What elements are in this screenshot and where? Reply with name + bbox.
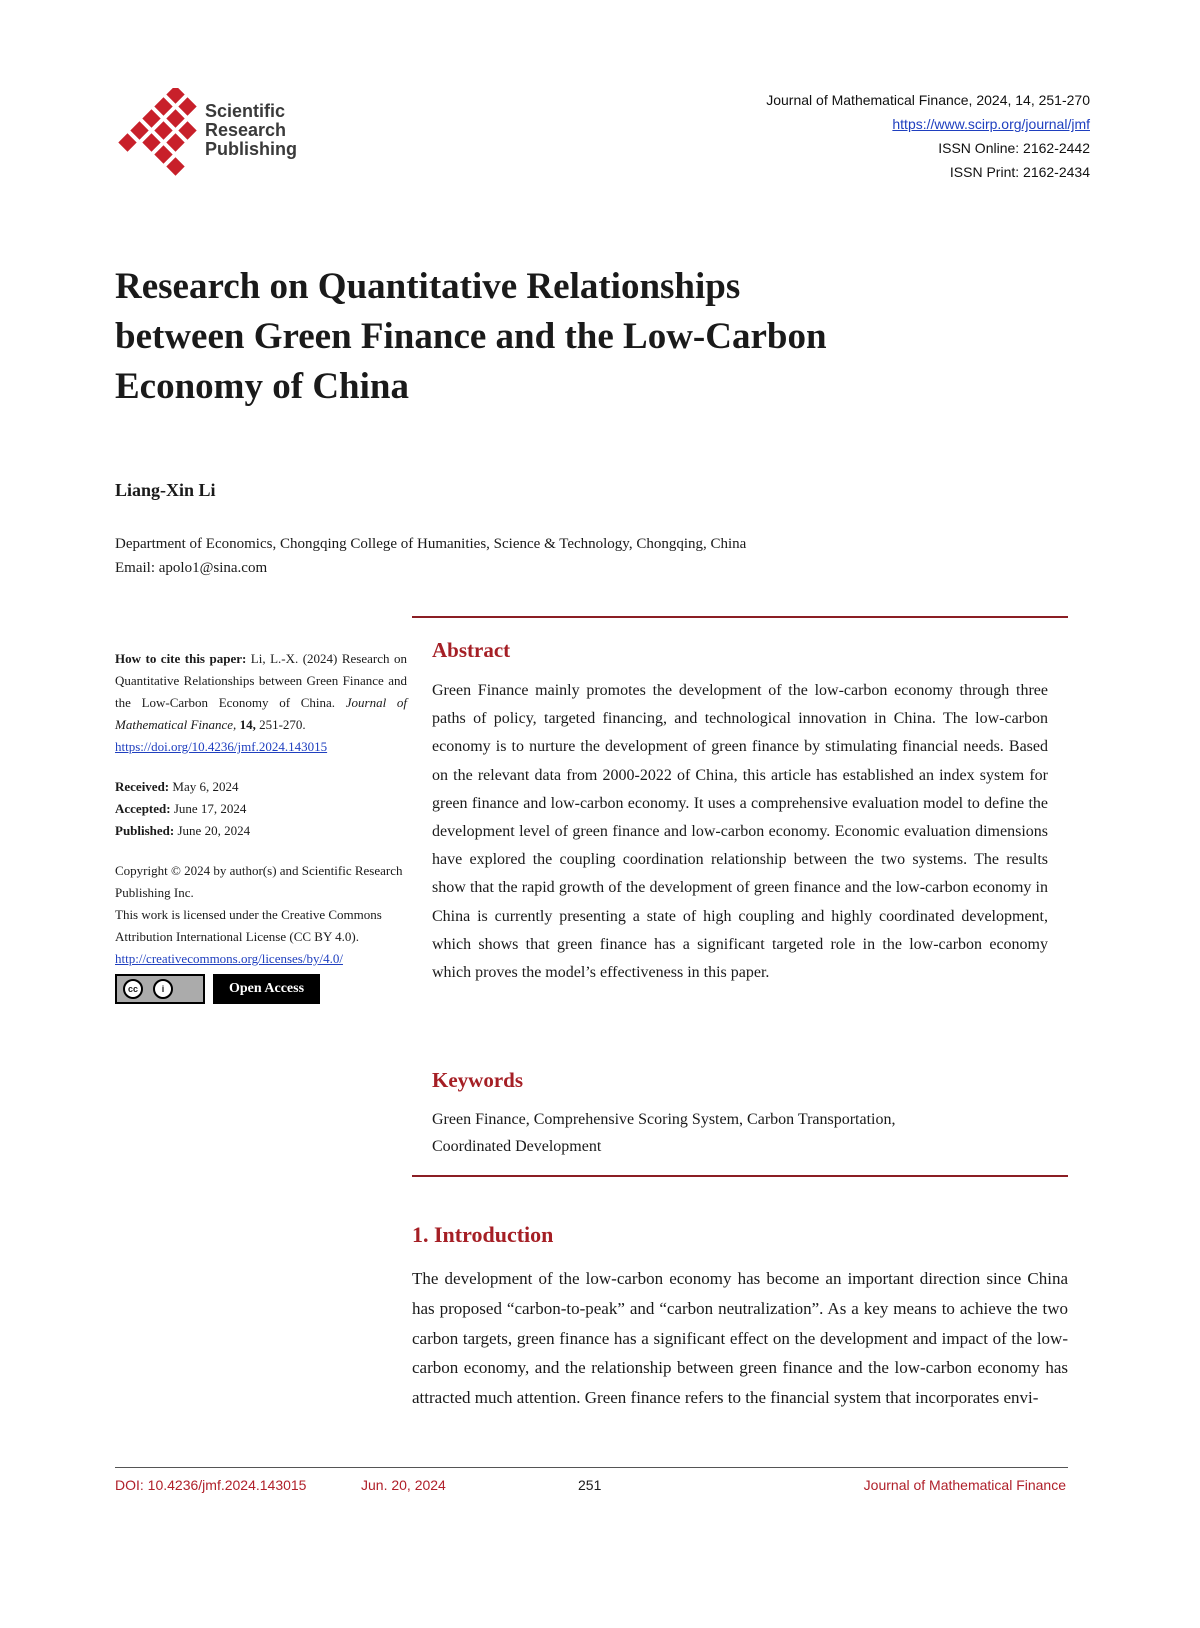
footer-rule [115, 1467, 1068, 1468]
abstract-body: Green Finance mainly promotes the development of the low-carbon economy through three paths of policy, targeted financing, and technological innovation in China. The low-carbon economy is to nurture the development of green finance by stimulating financial needs. Based on the relevant data from 2000-2022 of China, this article has established an index system for green finance and low-carbon economy. It uses a comprehensive evaluation model to define the development level of green finance and low-carbon economy. Economic evaluation dimensions have explored the coupling coordination relationship between the two systems. The results show that the rapid growth of the development of green finance and the low-carbon economy in China is currently presenting a state of high coupling and highly coordinated development, which shows that green finance has a significant targeted role in the low-carbon economy which proves the model’s effectiveness in this paper. [432, 682, 1048, 982]
cite-journal: Journal of Mathematical Finance, [115, 695, 407, 732]
footer-journal: Journal of Mathematical Finance [863, 1477, 1066, 1493]
journal-info [766, 88, 1090, 184]
published-date: June 20, 2024 [177, 823, 251, 838]
affiliation: Department of Economics, Chongqing College of Humanities, Science & Technology, Chongqing, China [115, 536, 747, 552]
introduction-body: The development of the low-carbon economy has become an important direction since China has proposed “carbon-to-peak” and “carbon neutralization”. As a key means to achieve the two carbon targets, green finance has a significant effect on the development and impact of the low-carbon economy, and the relationship between green finance and the low-carbon economy has attracted much attention. Green finance refers to the financial system that incorporates envi- [412, 1269, 1068, 1408]
journal-citation: Journal of Mathematical Finance, 2024, 14, 251-270 [766, 92, 1090, 108]
keywords-line-2: Coordinated Development [432, 1138, 602, 1155]
license-link[interactable]: http://creativecommons.org/licenses/by/4.0/ [115, 951, 343, 966]
keywords-line-1: Green Finance, Comprehensive Scoring System, Carbon Transportation, [432, 1111, 896, 1128]
introduction-heading: 1. Introduction [412, 1222, 554, 1247]
issn-print: ISSN Print: 2162-2434 [949, 164, 1090, 180]
accepted-label: Accepted: [115, 801, 171, 816]
publisher-name-line3: Publishing [205, 139, 297, 159]
abstract-top-rule [412, 616, 1068, 618]
abstract-heading: Abstract [432, 638, 511, 662]
received-row [115, 776, 407, 798]
title-line-1: Research on Quantitative Relationships [115, 266, 741, 307]
title-line-2: between Green Finance and the Low-Carbon [115, 316, 827, 357]
author-name: Liang-Xin Li [115, 480, 216, 500]
open-access-badge: Open Access [213, 974, 320, 1004]
keywords-list [432, 1106, 1048, 1160]
cite-label: How to cite this paper: [115, 651, 247, 666]
license-text: This work is licensed under the Creative Commons Attribution International License (CC BY 4.0). [115, 907, 382, 944]
sidebar-info [115, 648, 407, 1004]
cc-by-badge-icon[interactable] [115, 974, 205, 1004]
title-line-3: Economy of China [115, 366, 409, 407]
footer-date: Jun. 20, 2024 [361, 1477, 446, 1493]
publisher-name [205, 102, 297, 159]
copyright-notice: Copyright © 2024 by author(s) and Scientific Research Publishing Inc. [115, 863, 403, 900]
publisher-name-line1: Scientific [205, 101, 286, 121]
citation-block [115, 648, 407, 736]
keywords-bottom-rule [412, 1175, 1068, 1177]
received-label: Received: [115, 779, 170, 794]
published-row [115, 820, 407, 842]
footer-doi: DOI: 10.4236/jmf.2024.143015 [115, 1477, 307, 1493]
cite-volume: 14, [239, 717, 256, 732]
page-number: 251 [578, 1477, 602, 1493]
by-icon: i [153, 979, 173, 999]
issn-online: ISSN Online: 2162-2442 [938, 140, 1090, 156]
paper-title [115, 262, 1065, 412]
cite-pages: 251-270. [259, 717, 306, 732]
cc-icon: cc [123, 979, 143, 999]
journal-url-link[interactable]: https://www.scirp.org/journal/jmf [892, 116, 1090, 132]
publisher-name-line2: Research [205, 120, 287, 140]
received-date: May 6, 2024 [172, 779, 239, 794]
license-badges [115, 974, 407, 1004]
email: Email: apolo1@sina.com [115, 560, 268, 576]
doi-link[interactable]: https://doi.org/10.4236/jmf.2024.143015 [115, 739, 328, 754]
keywords-heading: Keywords [432, 1068, 523, 1092]
affiliation-block [115, 532, 746, 580]
accepted-row [115, 798, 407, 820]
published-label: Published: [115, 823, 175, 838]
accepted-date: June 17, 2024 [173, 801, 247, 816]
cite-text: Li, L.-X. (2024) Research on Quantitative Relationships between Green Finance and the Low-Carbon Economy of China. [115, 651, 407, 710]
